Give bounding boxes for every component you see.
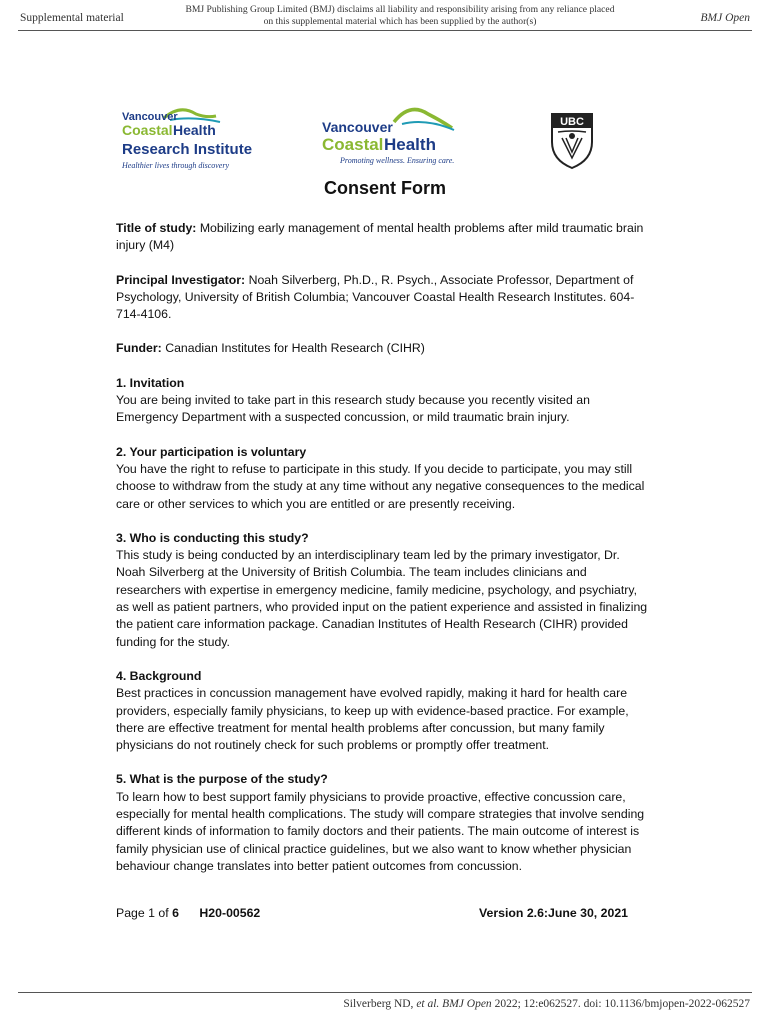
citation-authors: Silverberg ND, — [343, 998, 414, 1010]
header-rule — [18, 30, 752, 31]
citation — [343, 998, 750, 1010]
journal-name: BMJ Open — [700, 12, 750, 24]
section-body: This study is being conducted by an interdisciplinary team led by the primary investigator, Dr. Noah Silverberg at the University of British Columbia. The team includes clinicians and researchers with expertise in emergency medicine, family medicine, psychology, and psychiatry, as well as patient partners, who provided input on the patient experience and assisted in finalizing the patient care information package. Canadian Institutes of Health Research (CIHR) provided funding for the study. — [116, 548, 648, 649]
pi-label: Principal Investigator: — [116, 272, 246, 287]
funder-paragraph — [116, 340, 650, 357]
vchri-line1: Vancouver — [122, 111, 178, 123]
section-background — [116, 668, 650, 754]
footer-rule — [18, 992, 752, 993]
vch-line1: Vancouver — [322, 119, 393, 135]
study-title-paragraph — [116, 220, 650, 255]
vch-line2b: Health — [384, 135, 436, 154]
ubc-text: UBC — [560, 116, 584, 128]
funder-value: Canadian Institutes for Health Research (CIHR) — [165, 341, 425, 356]
funder-label: Funder: — [116, 341, 162, 356]
section-body: You are being invited to take part in this research study because you recently visited an Emergency Department with a suspected concussion, or mild traumatic brain injury. — [116, 393, 590, 425]
page-total: 6 — [172, 906, 179, 920]
citation-journal: et al. BMJ Open — [416, 998, 492, 1010]
page-footer — [116, 906, 628, 920]
ubc-crest-logo — [548, 110, 596, 170]
vchri-tagline: Healthier lives through discovery — [122, 161, 230, 170]
principal-investigator-paragraph — [116, 272, 650, 324]
section-conducting — [116, 530, 650, 651]
vchri-line2b: Health — [173, 122, 216, 138]
section-body: Best practices in concussion management have evolved rapidly, making it hard for health care providers, especially family physicians, to keep up with evidence-based practice. For example, there are effective treatment for mental health problems after concussion, but many family physicians do not routinely check for such problems or promptly offer treatment. — [116, 686, 629, 753]
section-heading: 3. Who is conducting this study? — [116, 530, 309, 545]
vchri-line3: Research Institute — [122, 141, 253, 158]
document-title: Consent Form — [323, 178, 446, 198]
section-purpose — [116, 771, 650, 875]
pi-value: Noah Silverberg, Ph.D., R. Psych., Associate Professor, Department of Psychology, University of British Columbia; Vancouver Coastal Health Research Institutes. 604-714-4106. — [116, 272, 635, 322]
consent-form-body — [116, 220, 650, 892]
section-invitation — [116, 375, 650, 427]
vch-tagline: Promoting wellness. Ensuring care. — [340, 156, 455, 165]
section-body: You have the right to refuse to participate in this study. If you decide to participate, you may still choose to withdraw from the study at any time without any negative consequences to the medical care or other services to which you are entitled or are presently receiving. — [116, 461, 645, 511]
study-title-value: Mobilizing early management of mental health problems after mild traumatic brain injury (M4) — [116, 221, 644, 253]
section-heading: 5. What is the purpose of the study? — [116, 772, 328, 787]
section-voluntary — [116, 444, 650, 513]
section-body: To learn how to best support family physicians to provide proactive, effective concussion care, especially for mental health complications. The study will compare strategies that involve sending different kinds of information to family doctors and their patients. The main outcome of interest is family physician use of clinical practice guidelines, but we also want to know whether physician behaviour change translates into better patient outcomes from concussion. — [116, 789, 645, 873]
section-heading: 2. Your participation is voluntary — [116, 444, 307, 459]
page-prefix: Page 1 of — [116, 906, 169, 920]
study-title-label: Title of study: — [116, 221, 197, 235]
page-number — [116, 906, 260, 920]
section-heading: 4. Background — [116, 668, 202, 683]
section-heading: 1. Invitation — [116, 375, 185, 390]
vch-research-institute-logo — [112, 104, 272, 174]
supplemental-material-label: Supplemental material — [20, 12, 124, 24]
vchri-line2a: Coastal — [122, 122, 173, 138]
citation-details: 2022; 12:e062527. doi: 10.1136/bmjopen-2022-062527 — [494, 998, 750, 1010]
version-info: Version 2.6:June 30, 2021 — [478, 906, 628, 920]
vch-logo — [318, 104, 468, 168]
vch-line2a: Coastal — [322, 135, 384, 154]
disclaimer-text: BMJ Publishing Group Limited (BMJ) disclaims all liability and responsibility arising from any reliance placed on this supplemental material which has been supplied by the author(s) — [185, 4, 615, 27]
study-code: H20-00562 — [199, 906, 261, 920]
